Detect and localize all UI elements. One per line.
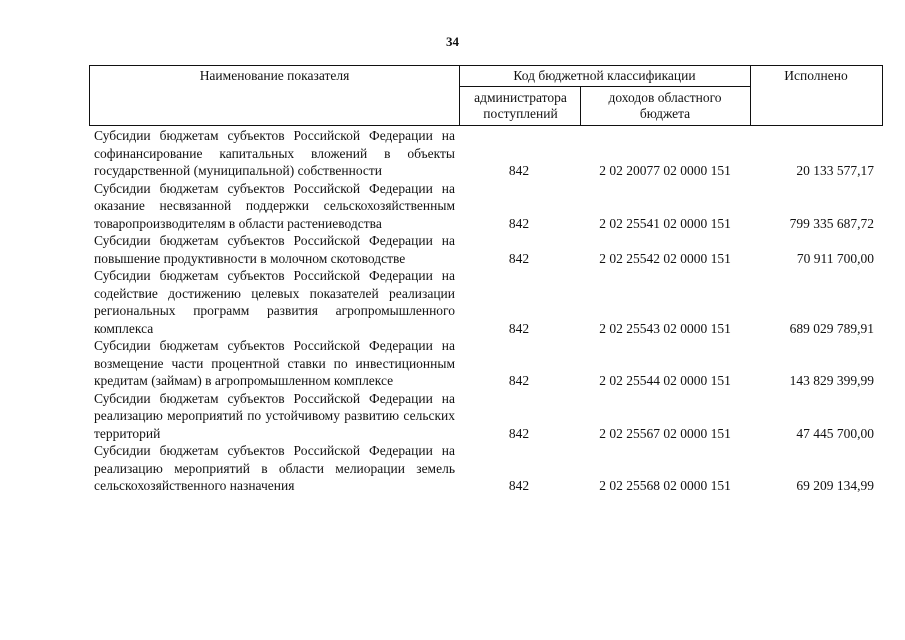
row-budget-code: 2 02 20077 02 0000 151 [599,163,731,178]
row-amount: 689 029 789,91 [789,320,874,336]
row-budget-code: 2 02 25544 02 0000 151 [599,373,731,388]
row-name: Субсидии бюджетам субъектов Российской Федерации на софинансирование капитальных вложений в объекты государственной (муниципальной) собственности [94,128,455,178]
row-budget-code: 2 02 25541 02 0000 151 [599,215,731,231]
header-divider [580,86,581,125]
header-name: Наименование показателя [199,68,350,83]
table-row [0,442,905,495]
row-amount: 69 209 134,99 [796,478,874,493]
header-divider [459,86,750,87]
page-number: 34 [446,34,459,49]
row-admin-code: 842 [508,478,530,493]
row-name: Субсидии бюджетам субъектов Российской Федерации на повышение продуктивности в молочном скотоводстве [94,233,455,266]
row-admin-code: 842 [508,163,530,178]
row-budget-code: 2 02 25542 02 0000 151 [599,250,731,266]
table-row [0,337,905,390]
row-admin-code: 842 [508,250,530,266]
table-row [0,267,905,337]
table-row [0,232,905,267]
row-admin-code: 842 [508,215,530,231]
table-body [0,127,905,495]
header-income: доходов областного бюджета [608,90,722,121]
row-admin-code: 842 [508,425,530,441]
row-amount: 70 911 700,00 [796,250,874,266]
table-row [0,180,905,233]
row-admin-code: 842 [508,373,530,388]
row-name: Субсидии бюджетам субъектов Российской Федерации на возмещение части процентной ставки по инвестиционным кредитам (займам) в агропромышленном комплексе [94,338,455,388]
row-admin-code: 842 [508,320,530,336]
header-executed: Исполнено [784,68,848,83]
row-name: Субсидии бюджетам субъектов Российской Федерации на оказание несвязанной поддержки сельскохозяйственным товаропроизводителям в области растениеводства [94,180,455,231]
row-budget-code: 2 02 25543 02 0000 151 [599,320,731,336]
row-amount: 143 829 399,99 [789,373,874,388]
row-amount: 20 133 577,17 [796,163,874,178]
header-admin: администратора поступлений [474,90,567,121]
row-name: Субсидии бюджетам субъектов Российской Федерации на реализацию мероприятий по устойчивому развитию сельских территорий [94,390,455,441]
row-name: Субсидии бюджетам субъектов Российской Федерации на содействие достижению целевых показателей реализации региональных программ развития агропромышленного комплекса [94,268,455,336]
row-amount: 799 335 687,72 [789,215,874,231]
row-name: Субсидии бюджетам субъектов Российской Федерации на реализацию мероприятий в области мелиорации земель сельскохозяйственного назначения [94,443,455,493]
row-amount: 47 445 700,00 [796,425,874,441]
row-budget-code: 2 02 25567 02 0000 151 [599,425,731,441]
table-row [0,390,905,443]
header-code-group: Код бюджетной классификации [513,68,696,83]
table-header [89,65,883,126]
row-budget-code: 2 02 25568 02 0000 151 [599,478,731,493]
table-row [0,127,905,180]
